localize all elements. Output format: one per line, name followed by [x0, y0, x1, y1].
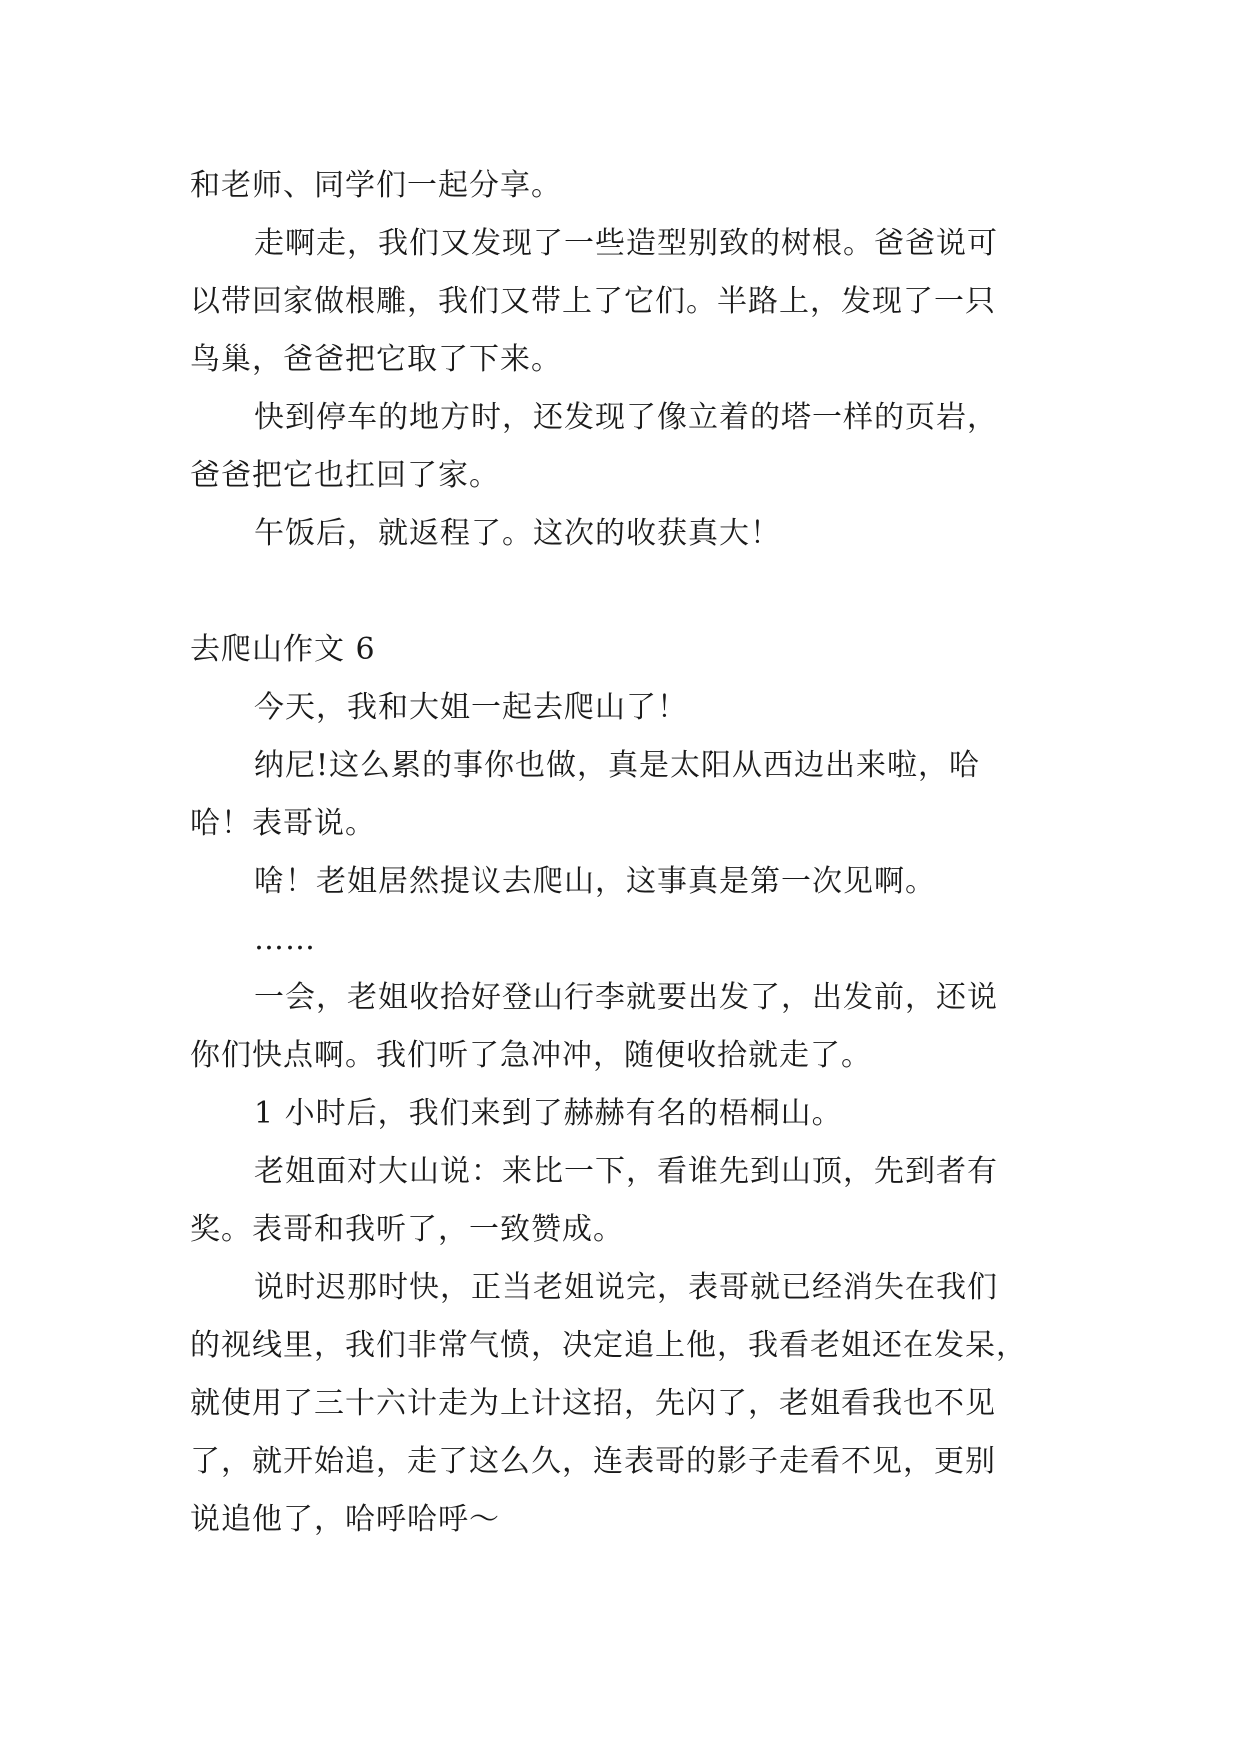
text-line: 鸟巢，爸爸把它取了下来。 [190, 342, 562, 377]
text-line: 你们快点啊。我们听了急冲冲，随便收拾就走了。 [190, 1038, 872, 1073]
paragraph-line: 快到停车的地方时，还发现了像立着的塔一样的页岩， [254, 400, 998, 435]
ellipsis-line: …… [254, 922, 316, 957]
paragraph-line: 午饭后，就返程了。这次的收获真大！ [254, 516, 781, 551]
text-line: 了，就开始追，走了这么久，连表哥的影子走看不见，更别 [190, 1444, 996, 1479]
paragraph-line: 1 小时后，我们来到了赫赫有名的梧桐山。 [254, 1096, 843, 1131]
text-line: 就使用了三十六计走为上计这招，先闪了，老姐看我也不见 [190, 1386, 996, 1421]
paragraph-line: 走啊走，我们又发现了一些造型别致的树根。爸爸说可 [254, 226, 998, 261]
paragraph-line: 今天，我和大姐一起去爬山了！ [254, 690, 688, 725]
text-line: 和老师、同学们一起分享。 [190, 168, 562, 203]
text-line: 以带回家做根雕，我们又带上了它们。半路上，发现了一只 [190, 284, 996, 319]
paragraph-line: 纳尼!这么累的事你也做，真是太阳从西边出来啦，哈 [254, 748, 981, 783]
section-heading: 去爬山作文 6 [190, 632, 376, 667]
text-line: 的视线里，我们非常气愤，决定追上他，我看老姐还在发呆， [190, 1328, 1027, 1363]
text-line: 奖。表哥和我听了，一致赞成。 [190, 1212, 624, 1247]
text-line: 哈！表哥说。 [190, 806, 376, 841]
text-line: 爸爸把它也扛回了家。 [190, 458, 500, 493]
paragraph-line: 一会，老姐收拾好登山行李就要出发了，出发前，还说 [254, 980, 998, 1015]
paragraph-line: 老姐面对大山说：来比一下，看谁先到山顶，先到者有 [254, 1154, 998, 1189]
paragraph-line: 说时迟那时快，正当老姐说完，表哥就已经消失在我们 [254, 1270, 998, 1305]
text-line: 说追他了，哈呼哈呼～ [190, 1502, 500, 1537]
paragraph-line: 啥！老姐居然提议去爬山，这事真是第一次见啊。 [254, 864, 936, 899]
